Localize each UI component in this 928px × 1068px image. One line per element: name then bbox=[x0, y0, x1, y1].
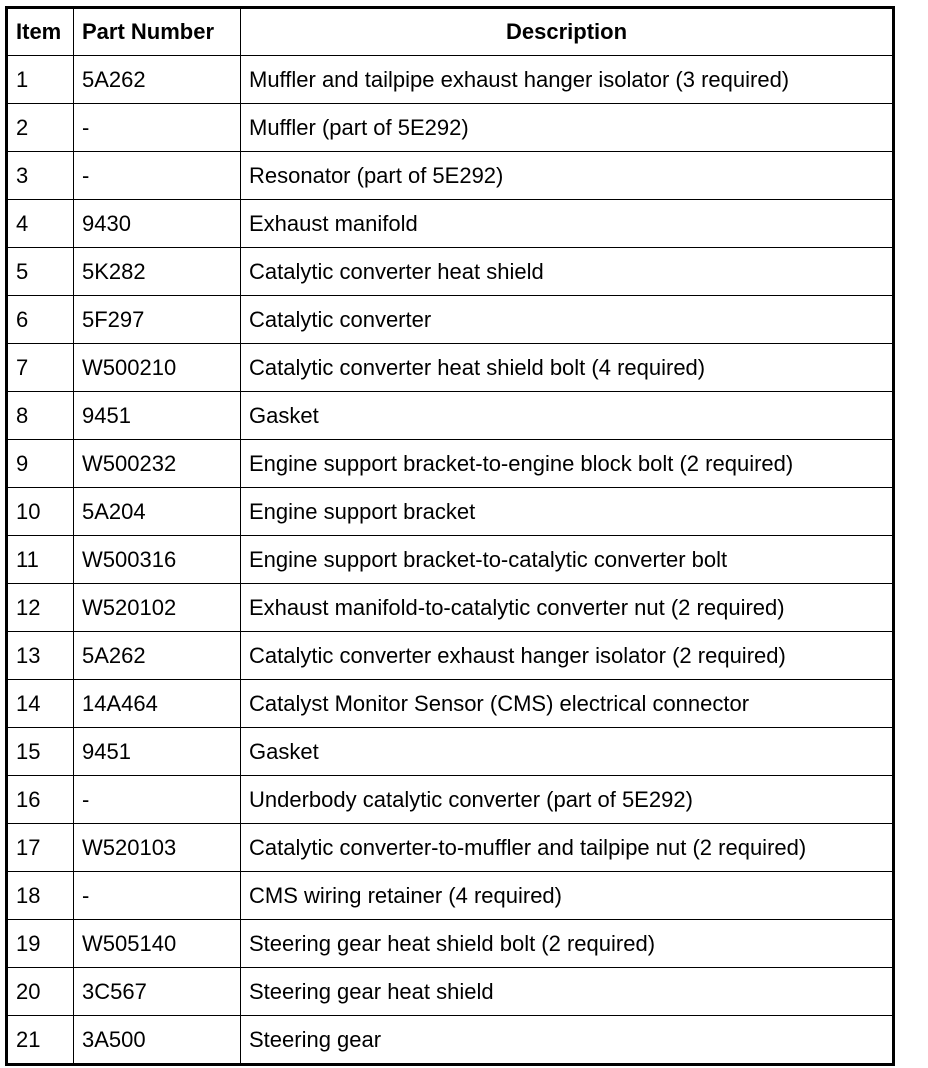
table-row bbox=[7, 536, 894, 584]
table-row bbox=[7, 344, 894, 392]
part-number-cell: - bbox=[74, 152, 241, 200]
description-cell: Catalytic converter heat shield bbox=[241, 248, 894, 296]
description-cell: Resonator (part of 5E292) bbox=[241, 152, 894, 200]
description-cell: Engine support bracket-to-engine block bolt (2 required) bbox=[241, 440, 894, 488]
part-number-cell: - bbox=[74, 776, 241, 824]
item-cell: 16 bbox=[7, 776, 74, 824]
table-row bbox=[7, 488, 894, 536]
item-cell: 21 bbox=[7, 1016, 74, 1065]
description-cell: Exhaust manifold bbox=[241, 200, 894, 248]
part-number-cell: W500210 bbox=[74, 344, 241, 392]
item-cell: 2 bbox=[7, 104, 74, 152]
part-number-cell: W520102 bbox=[74, 584, 241, 632]
table-row bbox=[7, 104, 894, 152]
table-row bbox=[7, 392, 894, 440]
part-number-cell: - bbox=[74, 872, 241, 920]
table-row bbox=[7, 56, 894, 104]
parts-table bbox=[5, 6, 895, 1066]
part-number-cell: 5A262 bbox=[74, 632, 241, 680]
description-cell: Steering gear heat shield bbox=[241, 968, 894, 1016]
description-cell: Muffler and tailpipe exhaust hanger isolator (3 required) bbox=[241, 56, 894, 104]
part-number-cell: - bbox=[74, 104, 241, 152]
table-row bbox=[7, 728, 894, 776]
description-cell: Engine support bracket-to-catalytic converter bolt bbox=[241, 536, 894, 584]
table-row bbox=[7, 824, 894, 872]
item-cell: 8 bbox=[7, 392, 74, 440]
description-cell: Catalytic converter bbox=[241, 296, 894, 344]
description-cell: Catalytic converter exhaust hanger isolator (2 required) bbox=[241, 632, 894, 680]
item-cell: 5 bbox=[7, 248, 74, 296]
description-cell: Gasket bbox=[241, 392, 894, 440]
column-header-description: Description bbox=[241, 8, 894, 56]
part-number-cell: 3A500 bbox=[74, 1016, 241, 1065]
part-number-cell: W520103 bbox=[74, 824, 241, 872]
description-cell: Exhaust manifold-to-catalytic converter nut (2 required) bbox=[241, 584, 894, 632]
description-cell: Catalyst Monitor Sensor (CMS) electrical connector bbox=[241, 680, 894, 728]
table-row bbox=[7, 1016, 894, 1065]
part-number-cell: 5K282 bbox=[74, 248, 241, 296]
table-row bbox=[7, 584, 894, 632]
item-cell: 4 bbox=[7, 200, 74, 248]
description-cell: Catalytic converter heat shield bolt (4 required) bbox=[241, 344, 894, 392]
part-number-cell: W500232 bbox=[74, 440, 241, 488]
table-row bbox=[7, 152, 894, 200]
part-number-cell: 9451 bbox=[74, 728, 241, 776]
item-cell: 13 bbox=[7, 632, 74, 680]
item-cell: 11 bbox=[7, 536, 74, 584]
part-number-cell: 9430 bbox=[74, 200, 241, 248]
description-cell: Engine support bracket bbox=[241, 488, 894, 536]
item-cell: 18 bbox=[7, 872, 74, 920]
description-cell: Steering gear heat shield bolt (2 required) bbox=[241, 920, 894, 968]
table-row bbox=[7, 776, 894, 824]
part-number-cell: 5A262 bbox=[74, 56, 241, 104]
table-row bbox=[7, 248, 894, 296]
table-row bbox=[7, 680, 894, 728]
part-number-cell: W505140 bbox=[74, 920, 241, 968]
part-number-cell: 9451 bbox=[74, 392, 241, 440]
table-row bbox=[7, 440, 894, 488]
description-cell: Catalytic converter-to-muffler and tailpipe nut (2 required) bbox=[241, 824, 894, 872]
item-cell: 1 bbox=[7, 56, 74, 104]
header-row bbox=[7, 8, 894, 56]
part-number-cell: 5A204 bbox=[74, 488, 241, 536]
item-cell: 6 bbox=[7, 296, 74, 344]
table-row bbox=[7, 920, 894, 968]
description-cell: CMS wiring retainer (4 required) bbox=[241, 872, 894, 920]
table-row bbox=[7, 968, 894, 1016]
part-number-cell: 14A464 bbox=[74, 680, 241, 728]
table-header bbox=[7, 8, 894, 56]
part-number-cell: 3C567 bbox=[74, 968, 241, 1016]
column-header-part-number: Part Number bbox=[74, 8, 241, 56]
table-row bbox=[7, 200, 894, 248]
part-number-cell: W500316 bbox=[74, 536, 241, 584]
item-cell: 14 bbox=[7, 680, 74, 728]
item-cell: 10 bbox=[7, 488, 74, 536]
item-cell: 20 bbox=[7, 968, 74, 1016]
description-cell: Steering gear bbox=[241, 1016, 894, 1065]
item-cell: 17 bbox=[7, 824, 74, 872]
table-row bbox=[7, 296, 894, 344]
description-cell: Underbody catalytic converter (part of 5E292) bbox=[241, 776, 894, 824]
column-header-item: Item bbox=[7, 8, 74, 56]
table-row bbox=[7, 632, 894, 680]
item-cell: 7 bbox=[7, 344, 74, 392]
description-cell: Gasket bbox=[241, 728, 894, 776]
item-cell: 9 bbox=[7, 440, 74, 488]
item-cell: 3 bbox=[7, 152, 74, 200]
item-cell: 15 bbox=[7, 728, 74, 776]
table-row bbox=[7, 872, 894, 920]
description-cell: Muffler (part of 5E292) bbox=[241, 104, 894, 152]
table-body bbox=[7, 56, 894, 1065]
item-cell: 12 bbox=[7, 584, 74, 632]
part-number-cell: 5F297 bbox=[74, 296, 241, 344]
item-cell: 19 bbox=[7, 920, 74, 968]
